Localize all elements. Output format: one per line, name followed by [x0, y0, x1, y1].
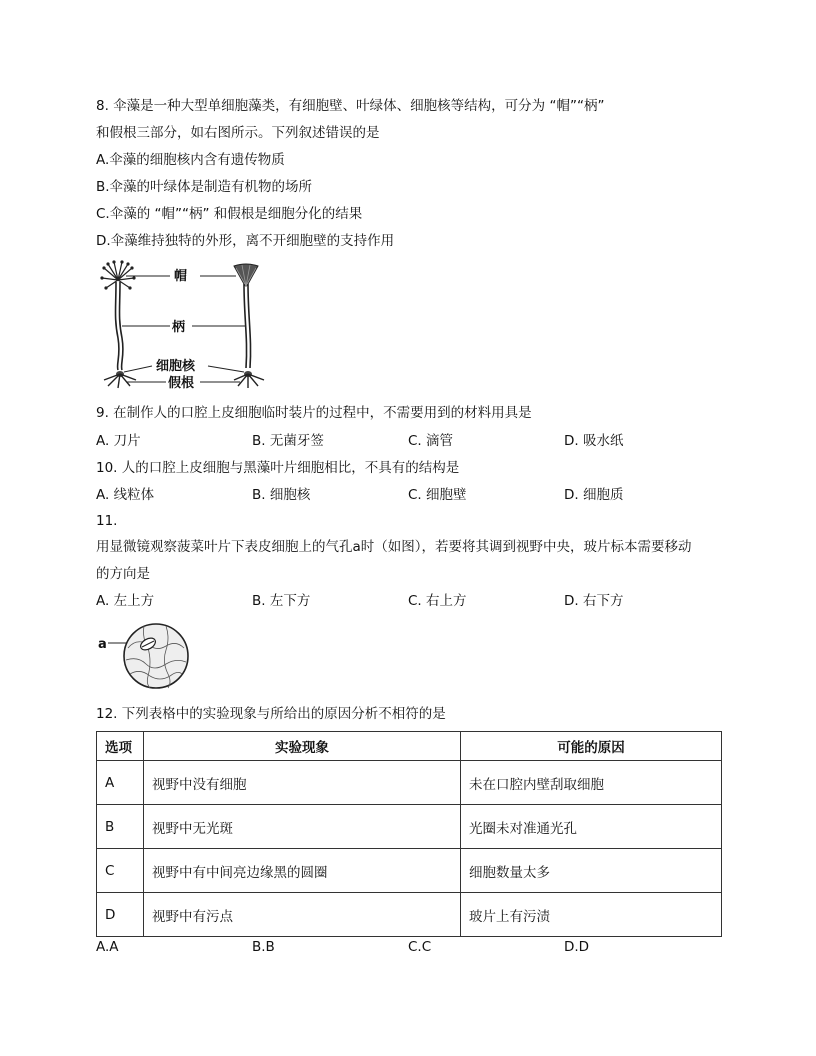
label-stalk: 柄 [172, 320, 186, 335]
acetabularia-figure [96, 258, 276, 392]
left-alga-cap [102, 262, 134, 288]
row-a-option: A [97, 761, 144, 805]
q11-option-d: D. 右下方 [564, 593, 624, 609]
q12-table [96, 731, 722, 937]
right-alga-cap [234, 264, 258, 286]
q11-option-a: A. 左上方 [96, 593, 155, 609]
q12-stem: 12. 下列表格中的实验现象与所给出的原因分析不相符的是 [96, 706, 446, 722]
table-row [97, 761, 722, 805]
row-c-reason: 细胞数量太多 [461, 849, 722, 893]
q11-option-c: C. 右上方 [408, 593, 467, 609]
q11-number: 11. [96, 513, 118, 529]
q12-option-c: C.C [408, 939, 432, 955]
row-b-option: B [97, 805, 144, 849]
row-b-reason: 光圈未对准通光孔 [461, 805, 722, 849]
q10-option-b: B. 细胞核 [252, 487, 311, 503]
header-option: 选项 [97, 732, 144, 761]
microscope-field-figure [96, 618, 196, 696]
q9-option-d: D. 吸水纸 [564, 433, 624, 449]
q9-stem: 9. 在制作人的口腔上皮细胞临时装片的过程中，不需要用到的材料用具是 [96, 405, 532, 421]
label-cap: 帽 [174, 269, 188, 284]
label-rhizoid: 假根 [168, 376, 195, 391]
row-a-reason: 未在口腔内壁刮取细胞 [461, 761, 722, 805]
header-phenomenon: 实验现象 [144, 732, 461, 761]
table-row [97, 805, 722, 849]
row-c-option: C [97, 849, 144, 893]
q10-option-c: C. 细胞壁 [408, 487, 467, 503]
left-alga-stalk [116, 282, 119, 370]
row-a-phenomenon: 视野中没有细胞 [144, 761, 461, 805]
q10-option-d: D. 细胞质 [564, 487, 624, 503]
q12-option-a: A.A [96, 939, 119, 955]
q10-stem: 10. 人的口腔上皮细胞与黑藻叶片细胞相比，不具有的结构是 [96, 460, 460, 476]
q10-option-a: A. 线粒体 [96, 487, 155, 503]
q8-option-d: D.伞藻维持独特的外形，离不开细胞壁的支持作用 [96, 233, 395, 249]
table-header-row [97, 732, 722, 761]
row-d-reason: 玻片上有污渍 [461, 893, 722, 937]
q11-option-b: B. 左下方 [252, 593, 311, 609]
label-a: a [98, 637, 107, 652]
q8-stem-line1: 8. 伞藻是一种大型单细胞藻类，有细胞壁、叶绿体、细胞核等结构，可分为 “帽”“柄” [96, 98, 605, 114]
row-b-phenomenon: 视野中无光斑 [144, 805, 461, 849]
q8-stem-line2: 和假根三部分，如右图所示。下列叙述错误的是 [96, 125, 380, 141]
row-c-phenomenon: 视野中有中间亮边缘黑的圆圈 [144, 849, 461, 893]
q12-option-d: D.D [564, 939, 590, 955]
q8-option-c: C.伞藻的 “帽”“柄” 和假根是细胞分化的结果 [96, 206, 363, 222]
q9-option-b: B. 无菌牙签 [252, 433, 324, 449]
row-d-phenomenon: 视野中有污点 [144, 893, 461, 937]
label-nucleus: 细胞核 [156, 359, 196, 374]
table-row [97, 849, 722, 893]
q11-stem-line2: 的方向是 [96, 566, 150, 582]
q9-option-c: C. 滴管 [408, 433, 454, 449]
table-row [97, 893, 722, 937]
q11-stem-line1: 用显微镜观察菠菜叶片下表皮细胞上的气孔a时（如图），若要将其调到视野中央，玻片标本需要移动 [96, 539, 692, 555]
header-reason: 可能的原因 [461, 732, 722, 761]
q8-option-b: B.伞藻的叶绿体是制造有机物的场所 [96, 179, 313, 195]
row-d-option: D [97, 893, 144, 937]
q8-option-a: A.伞藻的细胞核内含有遗传物质 [96, 152, 285, 168]
q9-option-a: A. 刀片 [96, 433, 141, 449]
q12-option-b: B.B [252, 939, 275, 955]
